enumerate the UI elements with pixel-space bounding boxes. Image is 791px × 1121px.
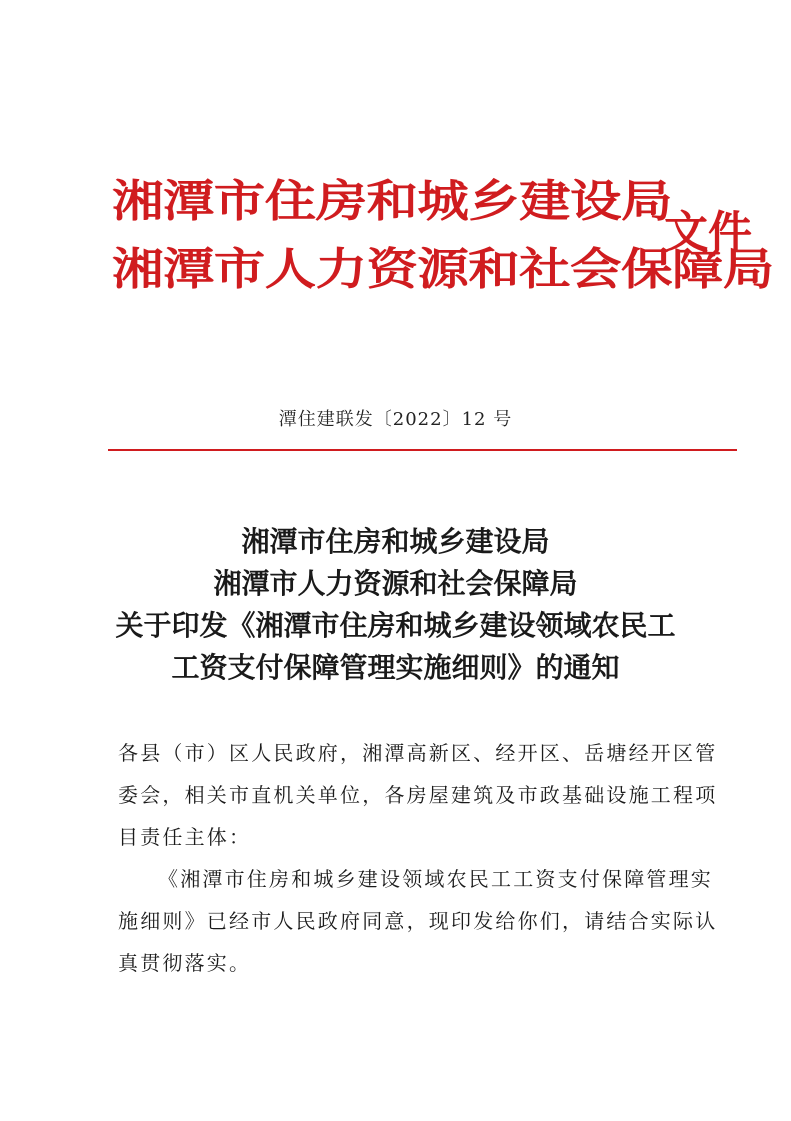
addressee-line: 各县（市）区人民政府，湘潭高新区、经开区、岳塘经开区管	[118, 741, 718, 765]
issuer-line-hr-bureau: 湘潭市人力资源和社会保障局	[112, 244, 774, 295]
document-number: 潭住建联发〔2022〕12 号	[278, 409, 513, 430]
issuer-line-housing-bureau: 湘潭市住房和城乡建设局	[112, 176, 672, 227]
notice-title	[0, 521, 791, 689]
paragraph-line: 《湘潭市住房和城乡建设领域农民工工资支付保障管理实	[158, 867, 713, 891]
notice-body	[118, 732, 718, 984]
main-paragraph	[118, 858, 718, 984]
addressee-line: 委会，相关市直机关单位，各房屋建筑及市政基础设施工程项	[118, 783, 718, 807]
paragraph-line: 真贯彻落实。	[118, 951, 252, 975]
paragraph-line: 施细则》已经市人民政府同意，现印发给你们，请结合实际认	[118, 909, 718, 933]
title-line: 湘潭市住房和城乡建设局	[241, 525, 550, 558]
addressee-paragraph	[118, 732, 718, 858]
title-line: 关于印发《湘潭市住房和城乡建设领域农民工	[115, 609, 676, 642]
title-line: 工资支付保障管理实施细则》的通知	[171, 651, 620, 684]
red-divider-line	[108, 449, 737, 451]
addressee-line: 目责任主体：	[118, 825, 252, 849]
document-type-label: 文件	[664, 207, 752, 258]
title-line: 湘潭市人力资源和社会保障局	[213, 567, 578, 600]
